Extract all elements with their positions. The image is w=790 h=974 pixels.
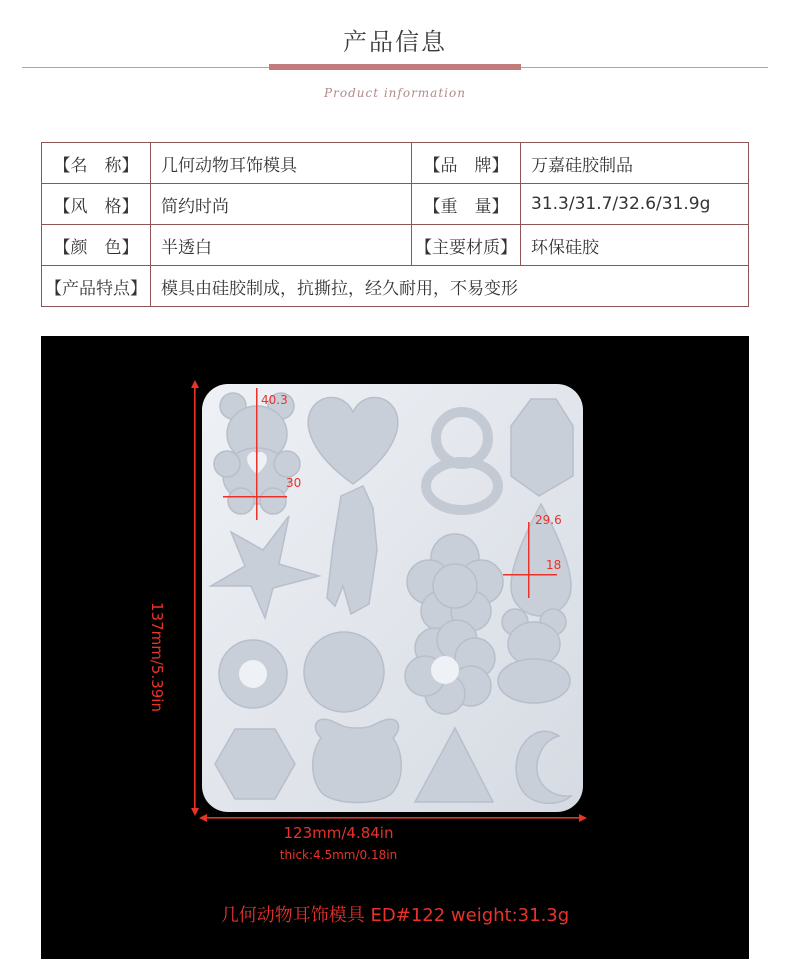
table-row bbox=[42, 184, 749, 225]
value-color: 半透白 bbox=[151, 225, 412, 266]
label-color: 【颜 色】 bbox=[42, 225, 151, 266]
bear-width-label: 30 bbox=[286, 476, 302, 490]
value-style: 简约时尚 bbox=[151, 184, 412, 225]
product-info-table bbox=[41, 142, 749, 307]
section-subtitle: Product information bbox=[324, 86, 466, 100]
section-title: 产品信息 bbox=[343, 28, 447, 56]
label-feature: 【产品特点】 bbox=[42, 266, 151, 307]
label-style: 【风 格】 bbox=[42, 184, 151, 225]
thickness-label: thick:4.5mm/0.18in bbox=[279, 848, 398, 862]
value-brand: 万嘉硅胶制品 bbox=[521, 143, 749, 184]
width-label: 123mm/4.84in bbox=[283, 824, 394, 842]
table-row bbox=[42, 225, 749, 266]
label-weight: 【重 量】 bbox=[412, 184, 521, 225]
bear-head-cavity bbox=[313, 719, 402, 802]
label-name: 【名 称】 bbox=[42, 143, 151, 184]
title-accent-bar bbox=[269, 64, 521, 70]
table-row bbox=[42, 143, 749, 184]
label-material: 【主要材质】 bbox=[412, 225, 521, 266]
label-brand: 【品 牌】 bbox=[412, 143, 521, 184]
drop-width-label: 18 bbox=[546, 558, 562, 572]
table-row bbox=[42, 266, 749, 307]
product-caption: 几何动物耳饰模具 ED#122 weight:31.3g bbox=[220, 905, 570, 926]
round-cavity bbox=[304, 632, 384, 712]
value-material: 环保硅胶 bbox=[521, 225, 749, 266]
height-label: 137mm/5.39in bbox=[148, 602, 166, 712]
drop-height-label: 29.6 bbox=[535, 513, 562, 527]
product-photo bbox=[41, 336, 749, 959]
value-name: 几何动物耳饰模具 bbox=[151, 143, 412, 184]
value-feature: 模具由硅胶制成，抗撕拉，经久耐用，不易变形 bbox=[151, 266, 749, 307]
hexagon-tall-cavity bbox=[511, 399, 573, 496]
value-weight: 31.3/31.7/32.6/31.9g bbox=[521, 184, 749, 225]
bear-height-label: 40.3 bbox=[261, 393, 288, 407]
